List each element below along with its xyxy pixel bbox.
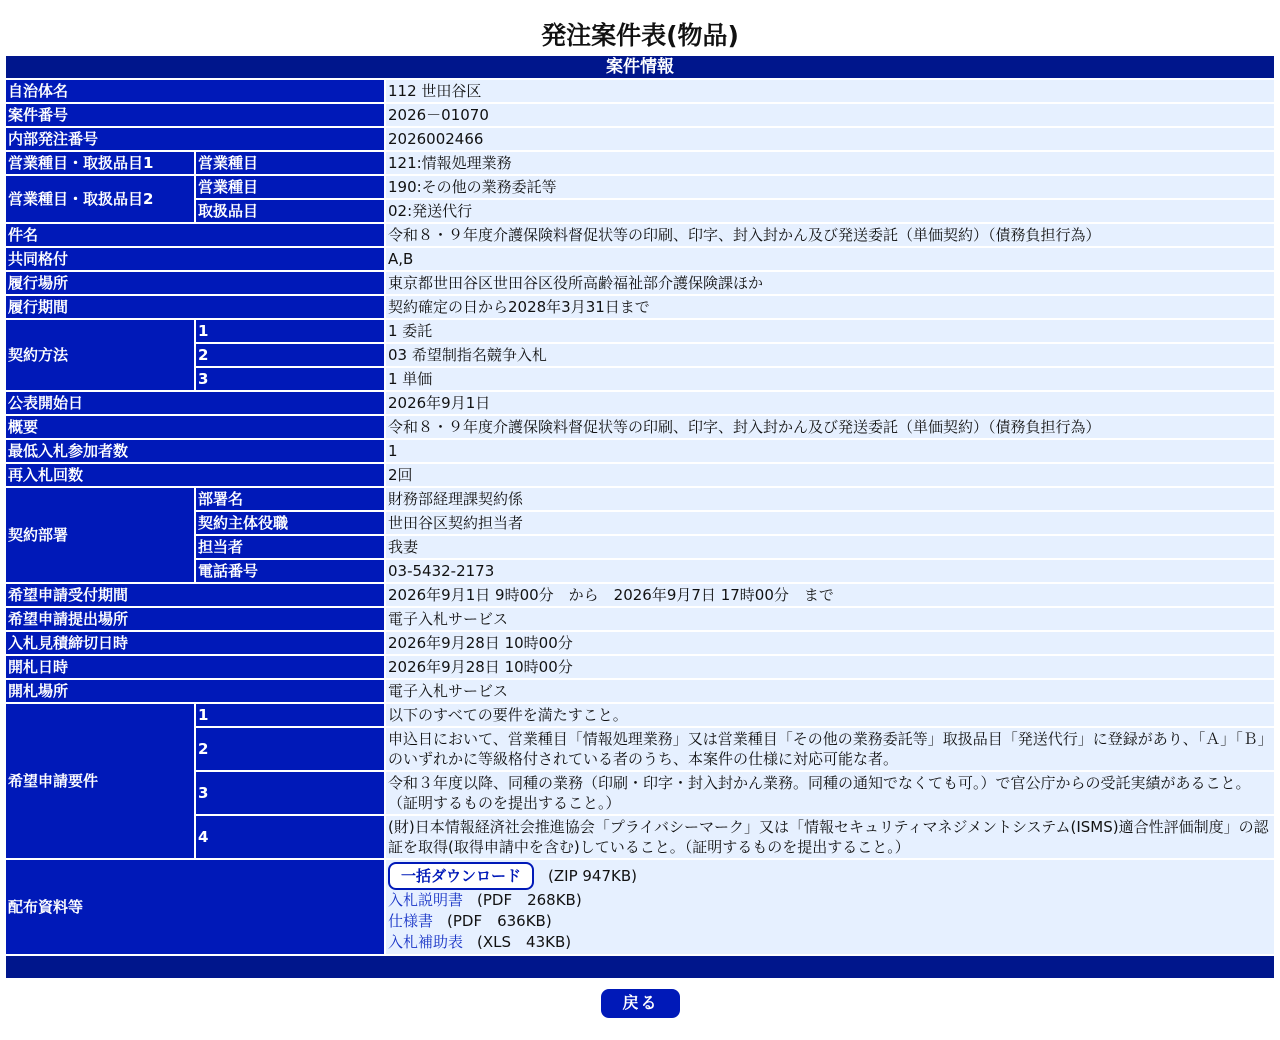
sublabel-contract-authority: 契約主体役職 (196, 512, 386, 534)
row-contract-method-3 (6, 368, 1274, 390)
label-requirements: 希望申請要件 (6, 704, 196, 858)
label-contract-method: 契約方法 (6, 320, 196, 390)
label-place: 履行場所 (6, 272, 386, 294)
value-summary: 令和８・９年度介護保険料督促状等の印刷、印字、封入封かん及び発送委託（単価契約）（債務負担行為） (386, 416, 1274, 438)
value-contract-authority: 世田谷区契約担当者 (386, 512, 1274, 534)
contract-method-value: 03 希望制指名競争入札 (386, 344, 1274, 366)
row-department-1 (6, 488, 1274, 510)
section-header-row (6, 56, 1274, 78)
row-place (6, 272, 1274, 294)
document-item (388, 932, 1272, 953)
row-requirement-2 (6, 728, 1274, 770)
document-item (388, 890, 1272, 911)
document-link-specification[interactable]: 仕様書 (388, 912, 434, 930)
row-opening-datetime (6, 656, 1274, 678)
label-subject: 件名 (6, 224, 386, 246)
value-application-period: 2026年9月1日 9時00分 から 2026年9月7日 17時00分 まで (386, 584, 1274, 606)
requirement-value: 申込日において、営業種目「情報処理業務」又は営業種目「その他の業務委託等」取扱品目「発送代行」に登録があり、「Ａ」「Ｂ」のいずれかに等級格付されている者のうち、本案件の仕様に対応可能な者。 (386, 728, 1274, 770)
sublabel-phone-number: 電話番号 (196, 560, 386, 582)
case-info-table (6, 54, 1274, 980)
document-link-bid-auxiliary-table[interactable]: 入札補助表 (388, 933, 464, 951)
sublabel-department-name: 部署名 (196, 488, 386, 510)
row-business1 (6, 152, 1274, 174)
row-publish-date (6, 392, 1274, 414)
value-rebid-count: 2回 (386, 464, 1274, 486)
row-joint-rating (6, 248, 1274, 270)
value-period: 契約確定の日から2028年3月31日まで (386, 296, 1274, 318)
row-min-bidders (6, 440, 1274, 462)
requirement-value: (財)日本情報経済社会推進協会「プライバシーマーク」又は「情報セキュリティマネジメントシステム(ISMS)適合性評価制度」の認証を取得(取得申請中を含む)していること。（証明するものを提出すること。） (386, 816, 1274, 858)
row-contract-method-2 (6, 344, 1274, 366)
value-business1: 121:情報処理業務 (386, 152, 1274, 174)
value-opening-datetime: 2026年9月28日 10時00分 (386, 656, 1274, 678)
footer-bar (6, 956, 1274, 978)
row-business2-item (6, 200, 1274, 222)
label-municipality: 自治体名 (6, 80, 386, 102)
contract-method-value: 1 委託 (386, 320, 1274, 342)
row-summary (6, 416, 1274, 438)
contract-method-no: 1 (196, 320, 386, 342)
sublabel-person-in-charge: 担当者 (196, 536, 386, 558)
row-period (6, 296, 1274, 318)
value-case-number: 2026－01070 (386, 104, 1274, 126)
requirement-no: 2 (196, 728, 386, 770)
footer-bar-row (6, 956, 1274, 978)
requirement-no: 4 (196, 816, 386, 858)
label-department: 契約部署 (6, 488, 196, 582)
row-requirement-3 (6, 772, 1274, 814)
value-internal-order-number: 2026002466 (386, 128, 1274, 150)
requirement-value: 以下のすべての要件を満たすこと。 (386, 704, 1274, 726)
label-joint-rating: 共同格付 (6, 248, 386, 270)
label-rebid-count: 再入札回数 (6, 464, 386, 486)
bulk-download-line (388, 861, 1272, 890)
value-phone-number: 03-5432-2173 (386, 560, 1274, 582)
row-application-place (6, 608, 1274, 630)
sublabel-business2-type: 営業種目 (196, 176, 386, 198)
value-municipality: 112 世田谷区 (386, 80, 1274, 102)
row-department-2 (6, 512, 1274, 534)
label-summary: 概要 (6, 416, 386, 438)
label-application-period: 希望申請受付期間 (6, 584, 386, 606)
label-internal-order-number: 内部発注番号 (6, 128, 386, 150)
row-bid-deadline (6, 632, 1274, 654)
value-opening-place: 電子入札サービス (386, 680, 1274, 702)
row-business2-type (6, 176, 1274, 198)
document-item (388, 911, 1272, 932)
row-department-3 (6, 536, 1274, 558)
bulk-download-button[interactable]: 一括ダウンロード (388, 862, 534, 890)
bulk-download-size: (ZIP 947KB) (548, 867, 637, 885)
back-button[interactable]: 戻る (601, 989, 680, 1018)
row-subject (6, 224, 1274, 246)
value-publish-date: 2026年9月1日 (386, 392, 1274, 414)
value-application-place: 電子入札サービス (386, 608, 1274, 630)
value-person-in-charge: 我妻 (386, 536, 1274, 558)
row-application-period (6, 584, 1274, 606)
value-business2-type: 190:その他の業務委託等 (386, 176, 1274, 198)
contract-method-value: 1 単価 (386, 368, 1274, 390)
label-period: 履行期間 (6, 296, 386, 318)
label-min-bidders: 最低入札参加者数 (6, 440, 386, 462)
contract-method-no: 2 (196, 344, 386, 366)
row-internal-order-number (6, 128, 1274, 150)
sublabel-business2-item: 取扱品目 (196, 200, 386, 222)
contract-method-no: 3 (196, 368, 386, 390)
row-requirement-4 (6, 816, 1274, 858)
row-rebid-count (6, 464, 1274, 486)
requirement-no: 1 (196, 704, 386, 726)
row-documents (6, 860, 1274, 954)
document-meta: (PDF 268KB) (477, 891, 582, 909)
label-bid-deadline: 入札見積締切日時 (6, 632, 386, 654)
row-contract-method-1 (6, 320, 1274, 342)
label-publish-date: 公表開始日 (6, 392, 386, 414)
value-place: 東京都世田谷区世田谷区役所高齢福祉部介護保険課ほか (386, 272, 1274, 294)
label-opening-datetime: 開札日時 (6, 656, 386, 678)
label-documents: 配布資料等 (6, 860, 386, 954)
value-business2-item: 02:発送代行 (386, 200, 1274, 222)
value-bid-deadline: 2026年9月28日 10時00分 (386, 632, 1274, 654)
row-department-4 (6, 560, 1274, 582)
label-case-number: 案件番号 (6, 104, 386, 126)
row-opening-place (6, 680, 1274, 702)
requirement-value: 令和３年度以降、同種の業務（印刷・印字・封入封かん業務。同種の通知でなくても可。）で官公庁からの受託実績があること。（証明するものを提出すること。） (386, 772, 1274, 814)
label-business2: 営業種目・取扱品目2 (6, 176, 196, 222)
label-business1: 営業種目・取扱品目1 (6, 152, 196, 174)
section-title: 案件情報 (6, 56, 1274, 78)
document-meta: (PDF 636KB) (447, 912, 552, 930)
value-min-bidders: 1 (386, 440, 1274, 462)
label-opening-place: 開札場所 (6, 680, 386, 702)
value-joint-rating: A,B (386, 248, 1274, 270)
value-subject: 令和８・９年度介護保険料督促状等の印刷、印字、封入封かん及び発送委託（単価契約）（債務負担行為） (386, 224, 1274, 246)
row-case-number (6, 104, 1274, 126)
document-link-bid-instructions[interactable]: 入札説明書 (388, 891, 464, 909)
value-documents (386, 860, 1274, 954)
row-requirement-1 (6, 704, 1274, 726)
row-municipality (6, 80, 1274, 102)
value-department-name: 財務部経理課契約係 (386, 488, 1274, 510)
page-title: 発注案件表(物品) (541, 21, 739, 50)
label-application-place: 希望申請提出場所 (6, 608, 386, 630)
requirement-no: 3 (196, 772, 386, 814)
sublabel-business1: 営業種目 (196, 152, 386, 174)
document-meta: (XLS 43KB) (477, 933, 572, 951)
